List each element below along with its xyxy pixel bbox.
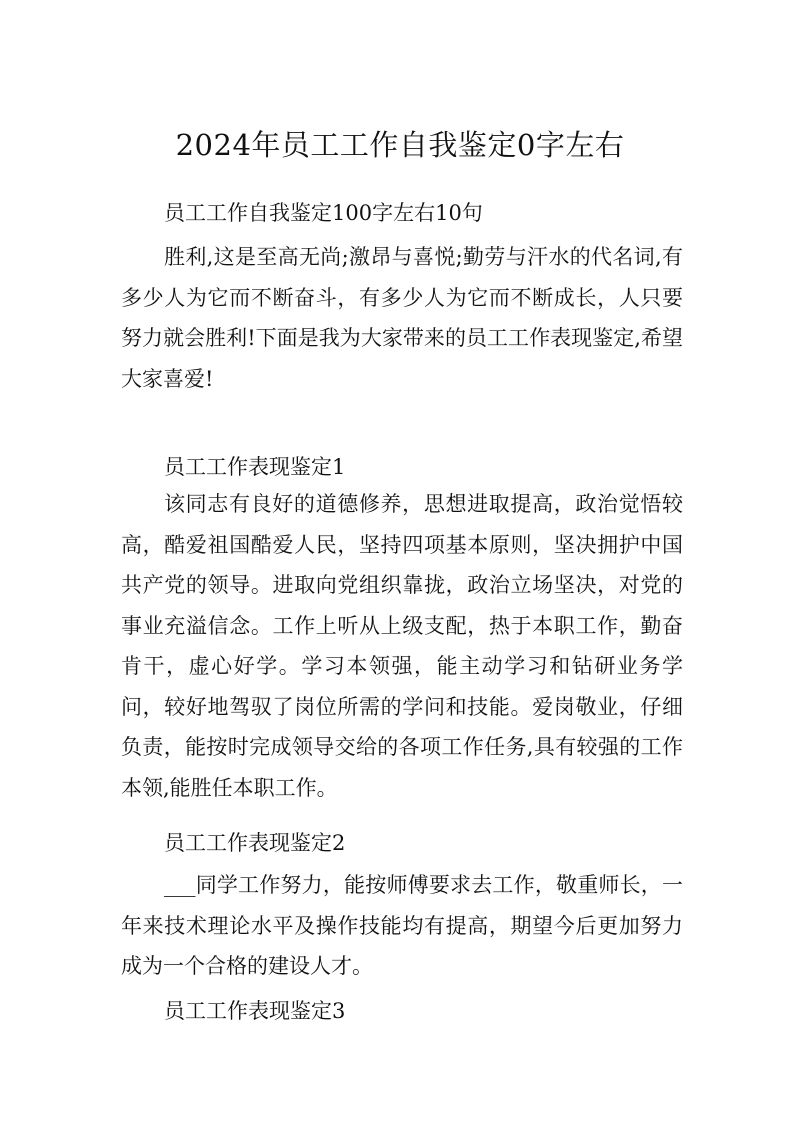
section-heading-1: 员工工作表现鉴定1 (164, 455, 346, 479)
document-title: 2024年员工工作自我鉴定0字左右 (175, 128, 625, 162)
intro-heading: 员工工作自我鉴定100字左右10句 (164, 201, 483, 225)
intro-paragraph: 胜利,这是至高无尚;激昂与喜悦;勤劳与汗水的代名词,有多少人为它而不断奋斗，有多少人为它而不断成长，人只要努力就会胜利!下面是我为大家带来的员工工作表现鉴定,希望大家喜爱! (121, 245, 683, 391)
section-paragraph-1: 该同志有良好的道德修养，思想进取提高，政治觉悟较高，酷爱祖国酷爱人民，坚持四项基本原则，坚决拥护中国共产党的领导。进取向党组织靠拢，政治立场坚决，对党的事业充溢信念。工作上听从上级支配，热于本职工作，勤奋肯干，虚心好学。学习本领强，能主动学习和钻研业务学问，较好地驾驭了岗位所需的学问和技能。爱岗敬业，仔细负责，能按时完成领导交给的各项工作任务,具有较强的工作本领,能胜任本职工作。 (121, 492, 683, 800)
section-paragraph-2: ___同学工作努力，能按师傅要求去工作，敬重师长，一年来技术理论水平及操作技能均有提高，期望今后更加努力成为一个合格的建设人才。 (121, 873, 683, 978)
section-heading-3: 员工工作表现鉴定3 (164, 999, 346, 1023)
section-heading-2: 员工工作表现鉴定2 (164, 831, 346, 855)
